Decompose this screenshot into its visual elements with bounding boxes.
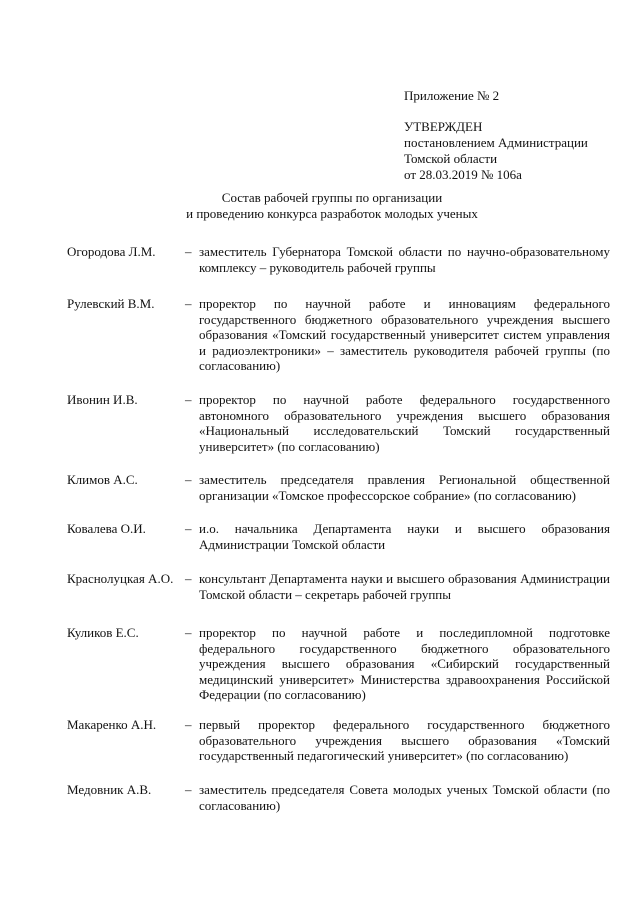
approval-line-1: постановлением Администрации xyxy=(404,135,588,150)
member-name: Ивонин И.В. xyxy=(67,392,138,407)
approved-heading: УТВЕРЖДЕН xyxy=(404,119,483,134)
member-dash: – xyxy=(185,296,192,311)
member-role: первый проректор федерального государственного бюджетного образовательного учреждения высшего образования «Томский государственный педагогический университет» (по согласованию) xyxy=(199,717,610,763)
member-role: заместитель Губернатора Томской области по научно-образовательному комплексу – руководитель рабочей группы xyxy=(199,244,610,275)
member-dash: – xyxy=(185,782,192,797)
member-name: Макаренко А.Н. xyxy=(67,717,157,732)
member-role: проректор по научной работе и последипломной подготовке федерального государственного бюджетного образовательного учреждения высшего образования «Сибирский государственный медицинский университет» Министерства здравоохранения Российской Федерации (по согласованию) xyxy=(199,625,610,702)
member-name: Огородова Л.М. xyxy=(67,244,156,259)
member-name: Куликов Е.С. xyxy=(67,625,139,640)
member-role: и.о. начальника Департамента науки и высшего образования Администрации Томской области xyxy=(199,521,610,552)
appendix-number: Приложение № 2 xyxy=(404,88,500,103)
member-role: заместитель председателя правления Региональной общественной организации «Томское профессорское собрание» (по согласованию) xyxy=(199,472,610,503)
member-role: проректор по научной работе и инновациям федерального государственного бюджетного образовательного учреждения высшего образования «Томский государственный университет систем управления и радиоэлектроники» – заместитель руководителя рабочей группы (по согласованию) xyxy=(199,296,610,373)
document-title xyxy=(150,190,514,222)
member-name: Климов А.С. xyxy=(67,472,138,487)
member-role: заместитель председателя Совета молодых ученых Томской области (по согласованию) xyxy=(199,782,610,813)
approval-line-2: Томской области xyxy=(404,151,498,166)
member-name: Краснолуцкая А.О. xyxy=(67,571,174,586)
title-line-2: и проведению конкурса разработок молодых ученых xyxy=(186,206,478,221)
member-name: Рулевский В.М. xyxy=(67,296,155,311)
member-dash: – xyxy=(185,521,192,536)
approval-line-3: от 28.03.2019 № 106а xyxy=(404,167,522,182)
title-line-1: Состав рабочей группы по организации xyxy=(221,190,443,205)
member-role: консультант Департамента науки и высшего образования Администрации Томской области – секретарь рабочей группы xyxy=(199,571,610,602)
member-name: Медовник А.В. xyxy=(67,782,152,797)
approval-block xyxy=(404,88,588,183)
member-name: Ковалева О.И. xyxy=(67,521,146,536)
member-dash: – xyxy=(185,244,192,259)
member-dash: – xyxy=(185,625,192,640)
member-dash: – xyxy=(185,571,192,586)
member-role: проректор по научной работе федерального государственного автономного образовательного учреждения высшего образования «Национальный исследовательский Томский государственный университет» (по согласованию) xyxy=(199,392,610,454)
member-dash: – xyxy=(185,717,192,732)
member-dash: – xyxy=(185,472,192,487)
member-dash: – xyxy=(185,392,192,407)
